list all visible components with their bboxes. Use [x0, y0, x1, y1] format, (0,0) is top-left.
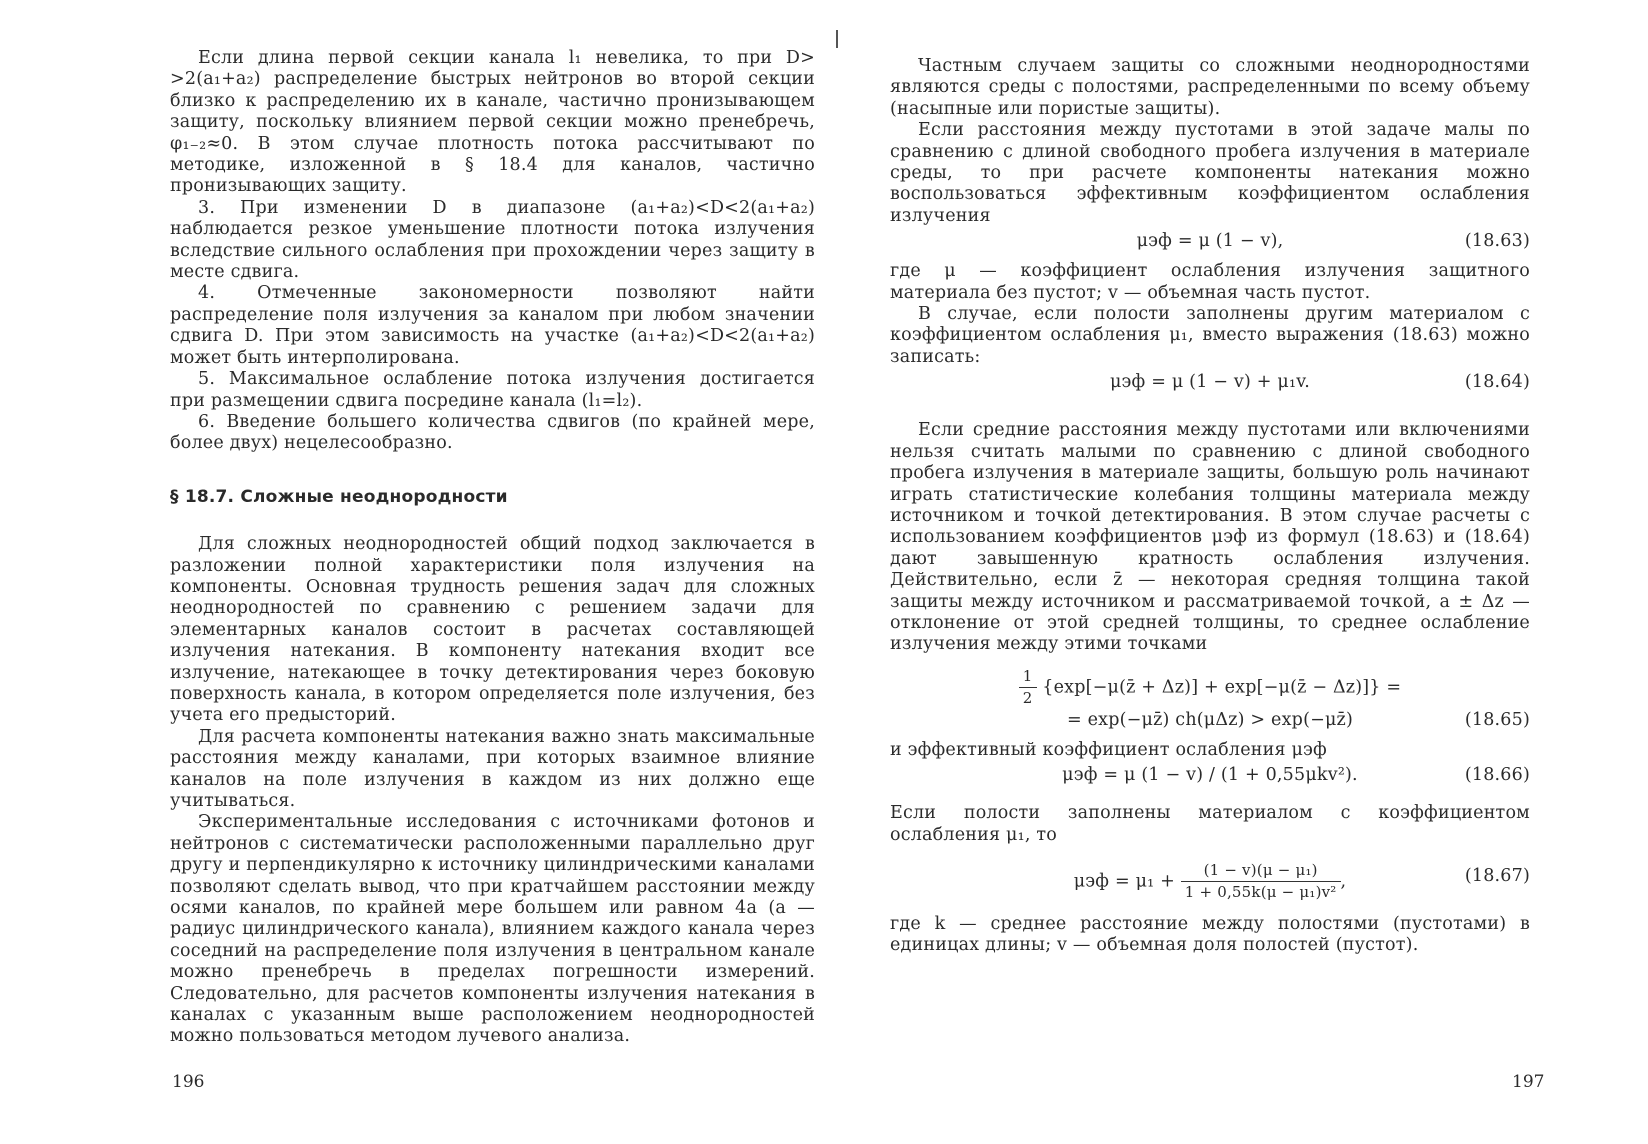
page-number-right: 197 [1512, 1072, 1545, 1092]
paragraph: 3. При изменении D в диапазоне (a₁+a₂)<D<2(a₁+a₂) наблюдается резкое уменьшение плотности потока излучения вследствие сильного ослабления при прохождении через защиту в месте сдвига. [170, 197, 815, 283]
formula-text: μэф = μ₁ + [1073, 871, 1175, 892]
paragraph: Если полости заполнены материалом с коэффициентом ослабления μ₁, то [890, 803, 1530, 845]
gutter-mark [836, 30, 838, 48]
right-page [890, 56, 1530, 957]
formula-number: (18.67) [1464, 865, 1530, 886]
formula-text: = exp(−μz̄) ch(μΔz) > exp(−μz̄) [1066, 709, 1353, 730]
paragraph: Если средние расстояния между пустотами или включениями нельзя считать малыми по сравнению с длиной свободного пробега излучения в материале защиты, большую роль начинают играть статистические колебания толщины материала между источником и точкой детектирования. В этом случае расчеты с использованием коэффициентов μэф из формул (18.63) и (18.64) дают завышенную кратность ослабления излучения. Действительно, если z̄ — некоторая средняя толщина такой защиты между источником и рассматриваемой точкой, a ± Δz — отклонение от этой средней толщины, то среднее ослабление излучения между этими точками [890, 420, 1530, 655]
formula-18-65-line2 [890, 710, 1530, 736]
formula-text: μэф = μ (1 − v), [1136, 231, 1284, 252]
formula-18-65-line1 [890, 666, 1530, 706]
formula-18-63 [890, 231, 1530, 257]
fraction: $\frac{\text{(1 − v)(μ − μ₁)}}{\text{1 + 0,55k(μ − μ₁)v²}}$ [1181, 860, 1341, 904]
section-heading: § 18.7. Сложные неоднородности [170, 486, 508, 507]
formula-text: μэф = μ (1 − v) / (1 + 0,55μkv²). [1062, 765, 1358, 786]
paragraph: 5. Максимальное ослабление потока излучения достигается при размещении сдвига посредине канала (l₁=l₂). [170, 369, 815, 411]
paragraph: Если длина первой секции канала l₁ невелика, то при D> >2(a₁+a₂) распределение быстрых нейтронов во второй секции близко к распределению их в канале, частично пронизывающем защиту, поскольку влиянием первой секции можно пренебречь, φ₁₋₂≈0. В этом случае плотность потока рассчитывают по методике, изложенной в § 18.4 для каналов, частично пронизывающих защиту. [170, 48, 815, 197]
left-page [170, 48, 815, 1048]
paragraph: Для расчета компоненты натекания важно знать максимальные расстояния между каналами, при которых взаимное влияние каналов на поле излучения в каждом из них должно еще учитываться. [170, 726, 815, 811]
paragraph: и эффективный коэффициент ослабления μэф [890, 739, 1327, 760]
paragraph: где μ — коэффициент ослабления излучения защитного материала без пустот; v — объемная часть пустот. [890, 261, 1530, 303]
paragraph: Частным случаем защиты со сложными неоднородностями являются среды с полостями, распределенными по всему объему (насыпные или пористые защиты). [890, 56, 1530, 119]
fraction-one-half: $\frac{1}{2}$ [1019, 666, 1037, 710]
formula-number: (18.65) [1464, 709, 1530, 730]
paragraph: 6. Введение большего количества сдвигов (по крайней мере, более двух) нецелесообразно. [170, 411, 815, 454]
paragraph: В случае, если полости заполнены другим материалом с коэффициентом ослабления μ₁, вместо выражения (18.63) можно записать: [890, 304, 1530, 367]
formula-number: (18.63) [1464, 231, 1530, 252]
paragraph: Экспериментальные исследования с источниками фотонов и нейтронов с систематически расположенными параллельно друг другу и перпендикулярно к источнику цилиндрическими каналами позволяют сделать вывод, что при кратчайшем расстоянии между осями каналов, по крайней мере большем или равном 4a (a — радиус цилиндрического канала), влиянием каждого канала через соседний на распределение поля излучения в центральном канале можно пренебречь в пределах погрешности измерений. Следовательно, для расчетов компоненты излучения натекания в каналах с указанным выше расположением неоднородностей можно пользоваться методом лучевого анализа. [170, 812, 815, 1047]
formula-number: (18.66) [1464, 765, 1530, 786]
paragraph: Для сложных неоднородностей общий подход заключается в разложении полной характеристики поля излучения на компоненты. Основная трудность решения задач для сложных неоднородностей по сравнению с решением задачи для элементарных каналов состоит в расчетах составляющей излучения натекания. В компоненту натекания входит все излучение, натекающее в точку детектирования через боковую поверхность канала, в котором определяется поле излучения, без учета его предысторий. [170, 534, 815, 726]
formula-text: μэф = μ (1 − v) + μ₁v. [1109, 372, 1310, 393]
formula-18-67: μэф = μ₁ + $\frac{\text{(1 − v)(μ − μ₁)}}{\text{1 + 0,55k(μ − μ₁)v²}}$ , (18.67) [890, 854, 1530, 904]
paragraph: где k — среднее расстояние между полостями (пустотами) в единицах длины; v — объемная доля полостей (пустот). [890, 913, 1530, 956]
page-number-left: 196 [172, 1072, 205, 1092]
formula-18-66 [890, 765, 1530, 791]
paragraph: 4. Отмеченные закономерности позволяют найти распределение поля излучения за каналом при любом значении сдвига D. При этом зависимость на участке (a₁+a₂)<D<2(a₁+a₂) может быть интерполирована. [170, 283, 815, 368]
formula-number: (18.64) [1464, 372, 1530, 393]
formula-18-64 [890, 372, 1530, 398]
paragraph: Если расстояния между пустотами в этой задаче малы по сравнению с длиной свободного пробега излучения в материале среды, то при расчете компоненты натекания можно воспользоваться эффективным коэффициентом ослабления излучения [890, 120, 1530, 226]
formula-text: {exp[−μ(z̄ + Δz)] + exp[−μ(z̄ − Δz)]} = [1042, 677, 1402, 698]
